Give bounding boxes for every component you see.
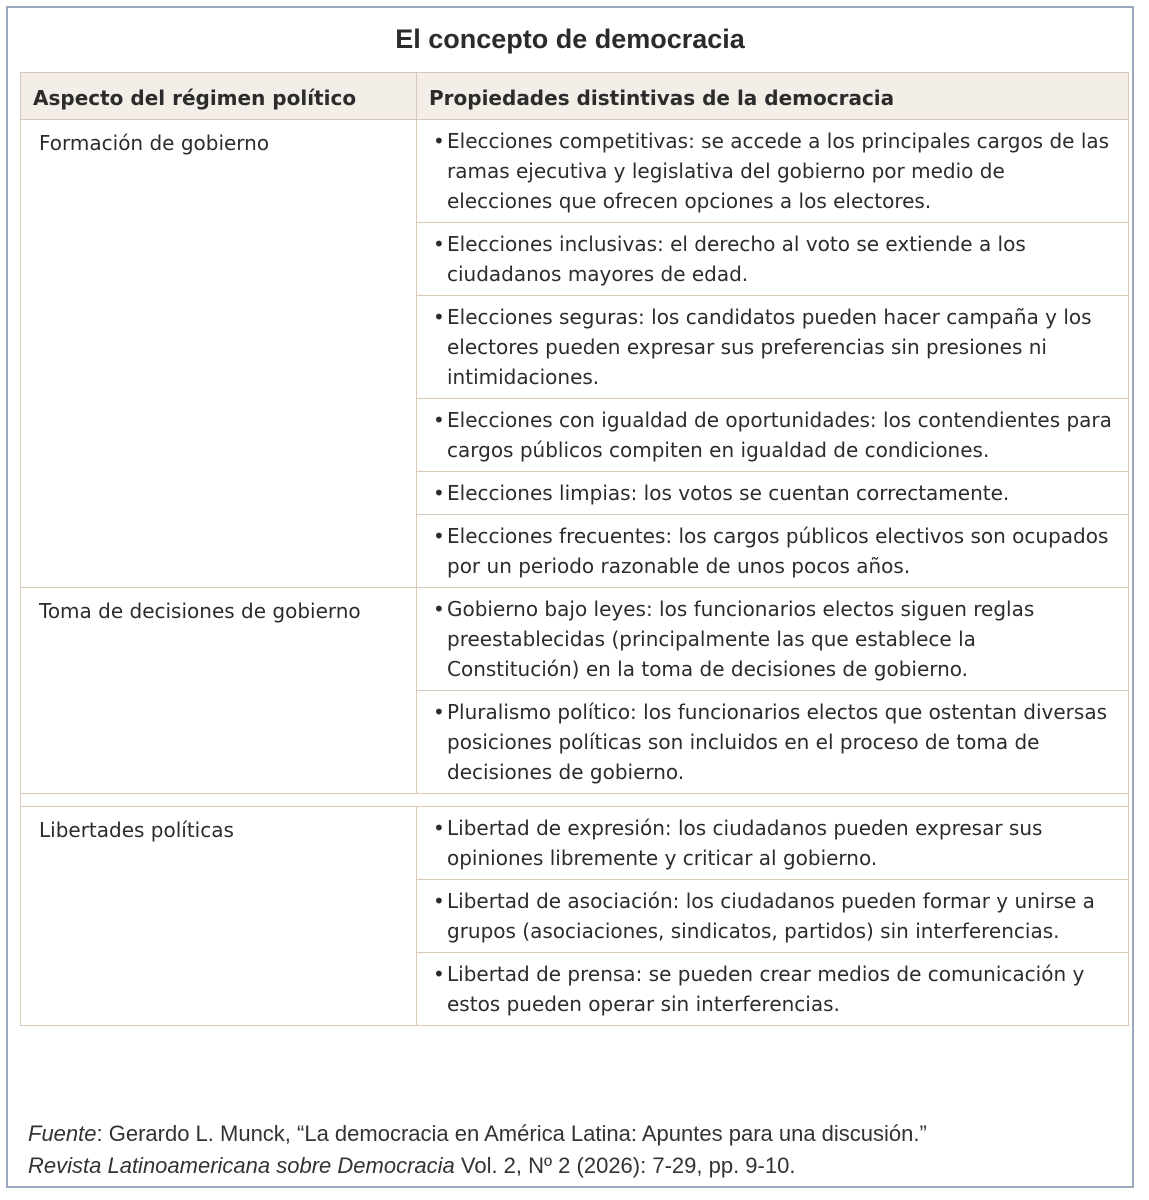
- property-item: [433, 697, 1114, 787]
- source-journal: Revista Latinoamericana sobre Democracia: [28, 1153, 455, 1178]
- property-cell: [417, 953, 1129, 1026]
- aspect-cell: Formación de gobierno: [21, 120, 417, 588]
- bullet-icon: •: [433, 305, 445, 329]
- property-text: Libertad de asociación: los ciudadanos pueden formar y unirse a grupos (asociaciones, sindicatos, partidos) sin interferencias.: [447, 889, 1095, 943]
- table-row: [21, 807, 1129, 880]
- table-body: [21, 120, 1129, 1026]
- header-row: [21, 73, 1129, 120]
- property-cell: [417, 296, 1129, 399]
- bullet-icon: •: [433, 889, 445, 913]
- table-title: El concepto de democracia: [395, 24, 745, 54]
- property-cell: [417, 399, 1129, 472]
- property-text: Elecciones inclusivas: el derecho al voto se extiende a los ciudadanos mayores de edad.: [447, 232, 1026, 286]
- property-text: Elecciones limpias: los votos se cuentan correctamente.: [447, 481, 1010, 505]
- source-details: Vol. 2, Nº 2 (2026): 7-29, pp. 9-10.: [454, 1153, 796, 1178]
- property-text: Libertad de prensa: se pueden crear medios de comunicación y estos pueden operar sin interferencias.: [447, 962, 1085, 1016]
- property-cell: [417, 807, 1129, 880]
- property-item: [433, 959, 1114, 1019]
- property-item: [433, 886, 1114, 946]
- table-row: [21, 120, 1129, 223]
- property-cell: [417, 223, 1129, 296]
- table-frame: [6, 6, 1134, 1188]
- table-row: [21, 588, 1129, 691]
- bullet-icon: •: [433, 524, 445, 548]
- property-item: [433, 405, 1114, 465]
- property-item: [433, 478, 1114, 508]
- property-text: Elecciones competitivas: se accede a los principales cargos de las ramas ejecutiva y legislativa del gobierno por medio de elecciones que ofrecen opciones a los electores.: [447, 129, 1110, 213]
- source-label: Fuente: [28, 1121, 97, 1146]
- property-text: Elecciones frecuentes: los cargos públicos electivos son ocupados por un periodo razonable de unos pocos años.: [447, 524, 1109, 578]
- property-item: [433, 521, 1114, 581]
- property-text: Gobierno bajo leyes: los funcionarios electos siguen reglas preestablecidas (principalmente las que establece la Constitución) en la toma de decisiones de gobierno.: [447, 597, 1035, 681]
- bullet-icon: •: [433, 481, 445, 505]
- property-text: Elecciones con igualdad de oportunidades: los contendientes para cargos públicos compiten en igualdad de condiciones.: [447, 408, 1112, 462]
- property-cell: [417, 515, 1129, 588]
- header-aspect: Aspecto del régimen político: [21, 73, 417, 120]
- header-properties: Propiedades distintivas de la democracia: [417, 73, 1129, 120]
- aspect-cell: Libertades políticas: [21, 807, 417, 1026]
- property-item: [433, 229, 1114, 289]
- source-author: : Gerardo L. Munck, “La democracia en América Latina: Apuntes para una discusión.”: [96, 1121, 927, 1146]
- property-text: Libertad de expresión: los ciudadanos pueden expresar sus opiniones libremente y criticar al gobierno.: [447, 816, 1043, 870]
- property-item: [433, 302, 1114, 392]
- group-separator: [21, 794, 1129, 807]
- source-citation: [28, 1118, 1128, 1182]
- property-cell: [417, 120, 1129, 223]
- bullet-icon: •: [433, 816, 445, 840]
- bullet-icon: •: [433, 962, 445, 986]
- bullet-icon: •: [433, 129, 445, 153]
- group-separator-cell: [21, 794, 1129, 807]
- property-text: Pluralismo político: los funcionarios electos que ostentan diversas posiciones políticas son incluidos en el proceso de toma de decisiones de gobierno.: [447, 700, 1107, 784]
- property-cell: [417, 880, 1129, 953]
- property-item: [433, 813, 1114, 873]
- property-text: Elecciones seguras: los candidatos pueden hacer campaña y los electores pueden expresar sus preferencias sin presiones ni intimidaciones.: [447, 305, 1092, 389]
- bullet-icon: •: [433, 232, 445, 256]
- democracy-table: [20, 72, 1129, 1026]
- property-cell: [417, 588, 1129, 691]
- bullet-icon: •: [433, 408, 445, 432]
- bullet-icon: •: [433, 597, 445, 621]
- bullet-icon: •: [433, 700, 445, 724]
- aspect-cell: Toma de decisiones de gobierno: [21, 588, 417, 794]
- property-item: [433, 594, 1114, 684]
- property-cell: [417, 472, 1129, 515]
- property-cell: [417, 691, 1129, 794]
- property-item: [433, 126, 1114, 216]
